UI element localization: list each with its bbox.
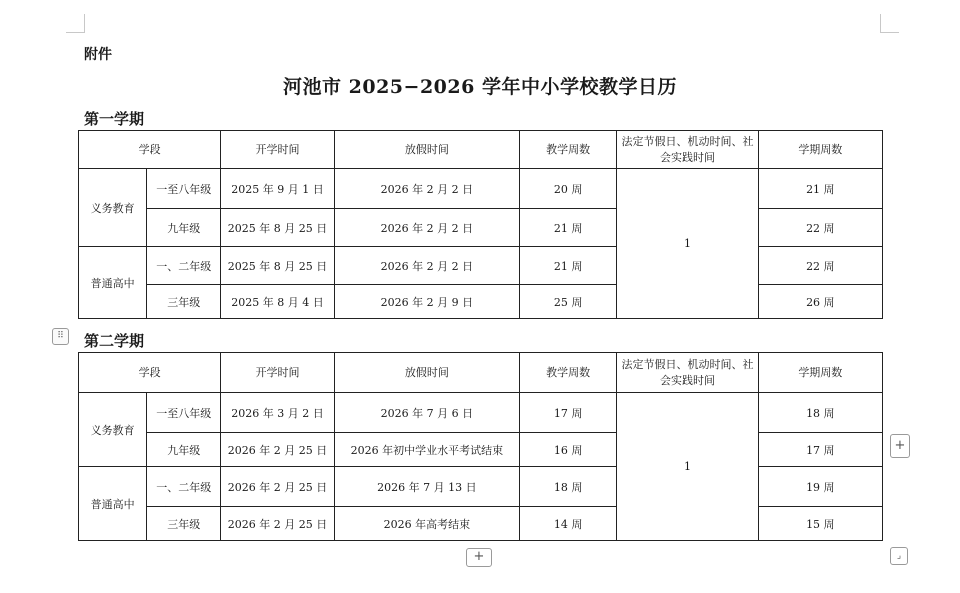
holiday-weeks-cell: 1 <box>617 169 758 319</box>
teaching-weeks-cell: 20 周 <box>520 169 617 209</box>
grade-cell: 一至八年级 <box>147 393 221 433</box>
start-date-cell: 2025 年 8 月 4 日 <box>221 285 334 319</box>
stage-high-school: 普通高中 <box>79 467 147 541</box>
end-date-cell: 2026 年 2 月 2 日 <box>334 169 519 209</box>
table-row <box>79 393 883 433</box>
header-semester-weeks: 学期周数 <box>758 131 882 169</box>
grade-cell: 一至八年级 <box>147 169 221 209</box>
teaching-weeks-cell: 14 周 <box>520 507 617 541</box>
teaching-weeks-cell: 21 周 <box>520 247 617 285</box>
semester-weeks-cell: 15 周 <box>758 507 882 541</box>
semester-2-table[interactable] <box>78 352 883 541</box>
semester-weeks-cell: 17 周 <box>758 433 882 467</box>
end-date-cell: 2026 年初中学业水平考试结束 <box>334 433 519 467</box>
header-end-date: 放假时间 <box>334 353 519 393</box>
grade-cell: 一、二年级 <box>147 467 221 507</box>
semester-weeks-cell: 22 周 <box>758 209 882 247</box>
header-holiday-time: 法定节假日、机动时间、社会实践时间 <box>617 353 758 393</box>
table-row <box>79 247 883 285</box>
start-date-cell: 2025 年 9 月 1 日 <box>221 169 334 209</box>
end-date-cell: 2026 年高考结束 <box>334 507 519 541</box>
holiday-weeks-cell: 1 <box>617 393 758 541</box>
attachment-label: 附件 <box>84 47 112 63</box>
semester-weeks-cell: 26 周 <box>758 285 882 319</box>
header-teaching-weeks: 教学周数 <box>520 353 617 393</box>
end-date-cell: 2026 年 7 月 13 日 <box>334 467 519 507</box>
add-row-button[interactable]: + <box>466 548 492 567</box>
stage-compulsory: 义务教育 <box>79 393 147 467</box>
header-stage: 学段 <box>79 353 221 393</box>
start-date-cell: 2025 年 8 月 25 日 <box>221 209 334 247</box>
start-date-cell: 2026 年 3 月 2 日 <box>221 393 334 433</box>
stage-compulsory: 义务教育 <box>79 169 147 247</box>
table-row <box>79 467 883 507</box>
grade-cell: 九年级 <box>147 433 221 467</box>
header-start-date: 开学时间 <box>221 353 334 393</box>
header-semester-weeks: 学期周数 <box>758 353 882 393</box>
semester-weeks-cell: 21 周 <box>758 169 882 209</box>
semester-1-heading: 第一学期 <box>84 110 145 128</box>
header-teaching-weeks: 教学周数 <box>520 131 617 169</box>
semester-2-heading: 第二学期 <box>84 332 145 350</box>
table-resize-icon[interactable]: ⌟ <box>890 547 908 565</box>
start-date-cell: 2026 年 2 月 25 日 <box>221 507 334 541</box>
semester-weeks-cell: 22 周 <box>758 247 882 285</box>
table-row <box>79 209 883 247</box>
header-holiday-time: 法定节假日、机动时间、社会实践时间 <box>617 131 758 169</box>
start-date-cell: 2026 年 2 月 25 日 <box>221 433 334 467</box>
header-stage: 学段 <box>79 131 221 169</box>
semester-1-table[interactable] <box>78 130 883 319</box>
add-column-button[interactable]: + <box>890 434 910 458</box>
header-start-date: 开学时间 <box>221 131 334 169</box>
teaching-weeks-cell: 18 周 <box>520 467 617 507</box>
end-date-cell: 2026 年 2 月 2 日 <box>334 247 519 285</box>
table-drag-handle-icon[interactable]: ⠿ <box>52 328 69 345</box>
table-header-row <box>79 353 883 393</box>
teaching-weeks-cell: 21 周 <box>520 209 617 247</box>
document-title: 河池市 2025−2026 学年中小学校教学日历 <box>283 76 677 98</box>
start-date-cell: 2026 年 2 月 25 日 <box>221 467 334 507</box>
table-row <box>79 433 883 467</box>
table-header-row <box>79 131 883 169</box>
grade-cell: 一、二年级 <box>147 247 221 285</box>
end-date-cell: 2026 年 7 月 6 日 <box>334 393 519 433</box>
page-corner-mark-top-left <box>66 14 85 33</box>
semester-weeks-cell: 18 周 <box>758 393 882 433</box>
stage-high-school: 普通高中 <box>79 247 147 319</box>
grade-cell: 九年级 <box>147 209 221 247</box>
grade-cell: 三年级 <box>147 285 221 319</box>
teaching-weeks-cell: 25 周 <box>520 285 617 319</box>
start-date-cell: 2025 年 8 月 25 日 <box>221 247 334 285</box>
table-row <box>79 507 883 541</box>
teaching-weeks-cell: 16 周 <box>520 433 617 467</box>
semester-weeks-cell: 19 周 <box>758 467 882 507</box>
table-row <box>79 285 883 319</box>
end-date-cell: 2026 年 2 月 9 日 <box>334 285 519 319</box>
page-corner-mark-top-right <box>880 14 899 33</box>
table-row <box>79 169 883 209</box>
header-end-date: 放假时间 <box>334 131 519 169</box>
end-date-cell: 2026 年 2 月 2 日 <box>334 209 519 247</box>
grade-cell: 三年级 <box>147 507 221 541</box>
teaching-weeks-cell: 17 周 <box>520 393 617 433</box>
